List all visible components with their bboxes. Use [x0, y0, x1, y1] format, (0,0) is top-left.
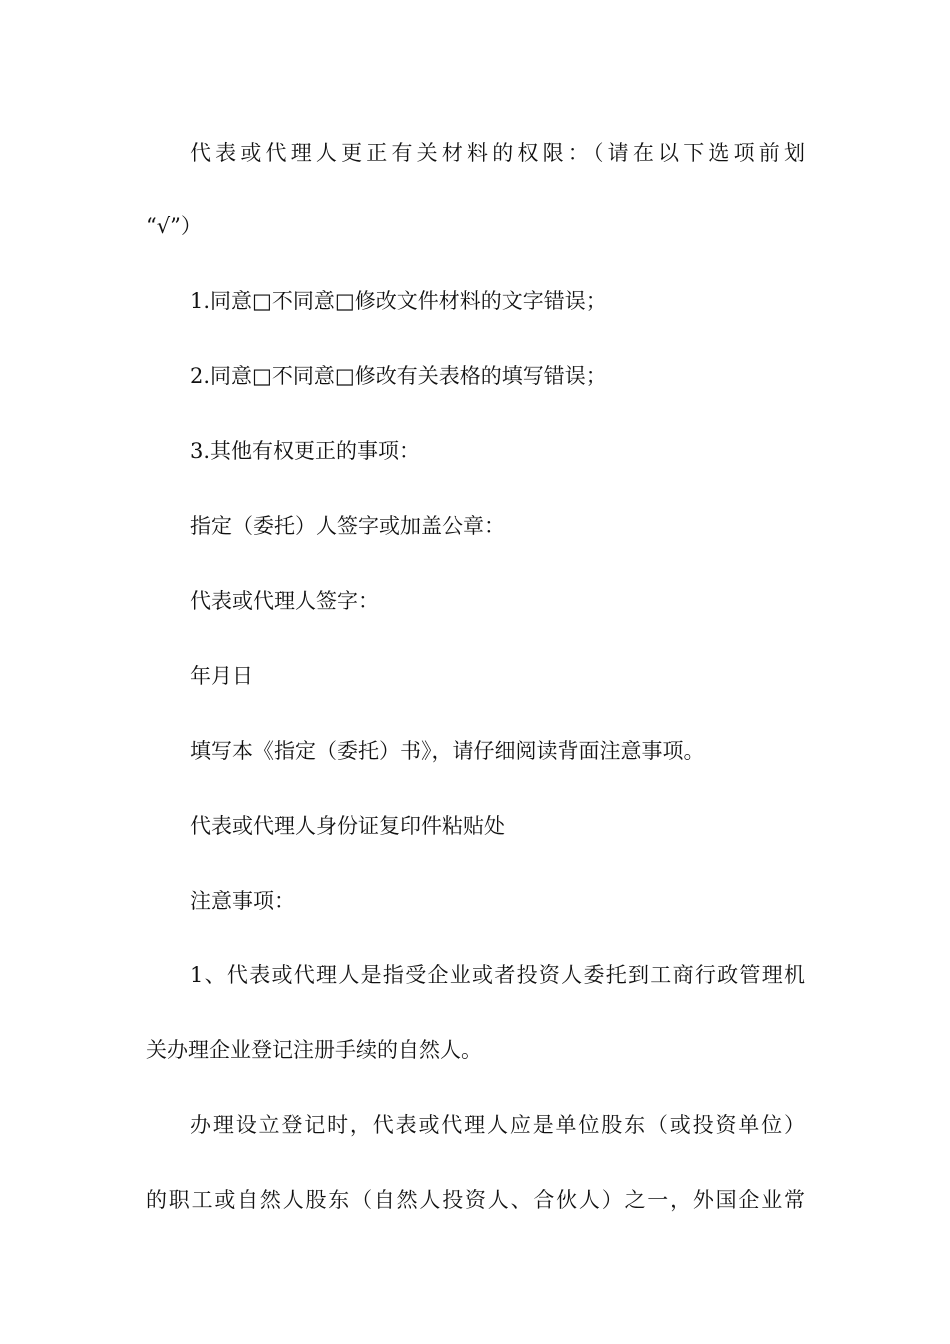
notes-heading: 注意事项：: [190, 889, 295, 913]
authority-heading: 代表或代理人更正有关材料的权限：（请在以下选项前划: [190, 141, 805, 165]
note-2-line-2: 的职工或自然人股东（自然人投资人、合伙人）之一，外国企业常: [146, 1188, 805, 1212]
option-item-3: 3.其他有权更正的事项：: [190, 439, 421, 463]
note-1-line-2: 关办理企业登记注册手续的自然人。: [146, 1038, 482, 1062]
note-1-line-1: 1、代表或代理人是指受企业或者投资人委托到工商行政管理机: [190, 963, 805, 987]
principal-signature-line: 指定（委托）人签字或加盖公章：: [190, 514, 505, 538]
id-copy-paste-area-label: 代表或代理人身份证复印件粘贴处: [190, 814, 505, 838]
date-line: 年月日: [190, 664, 253, 688]
agent-signature-line: 代表或代理人签字：: [190, 589, 379, 613]
option-item-1: 1.同意□不同意□修改文件材料的文字错误；: [190, 289, 607, 313]
option-item-2: 2.同意□不同意□修改有关表格的填写错误；: [190, 364, 607, 388]
note-2-line-1: 办理设立登记时，代表或代理人应是单位股东（或投资单位）: [190, 1113, 805, 1137]
fill-instruction: 填写本《指定（委托）书》，请仔细阅读背面注意事项。: [190, 739, 705, 763]
authority-heading-continuation: “√”）: [146, 214, 202, 238]
